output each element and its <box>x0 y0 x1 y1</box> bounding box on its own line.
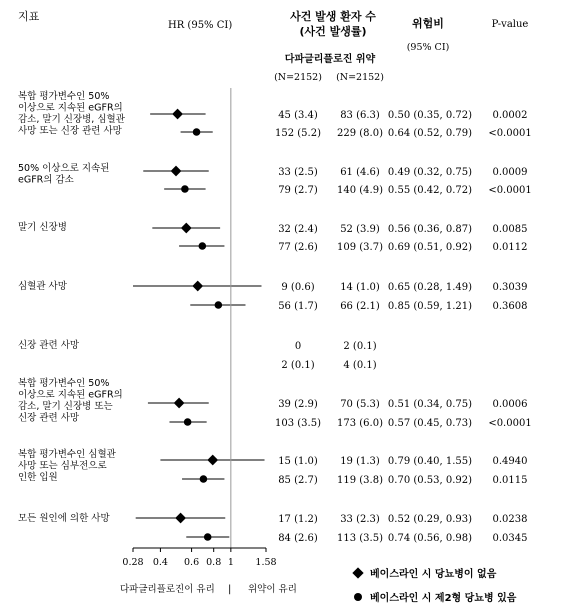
group-label-line: 심혈관 사망 <box>18 281 67 292</box>
p-value: 0.0112 <box>492 242 528 253</box>
placebo-count: 61 (4.6) <box>340 167 380 178</box>
placebo-count: 66 (2.1) <box>340 301 380 312</box>
hr-value: 0.74 (0.56, 0.98) <box>387 533 473 544</box>
dapa-count: 77 (2.6) <box>278 242 318 253</box>
forest-group <box>18 162 532 196</box>
header-hr-ci: HR (95% CI) <box>168 20 233 31</box>
x-axis <box>122 88 276 568</box>
hr-circle-marker <box>193 128 201 136</box>
header-dapa-label: 다파글리플로진 위약 <box>284 54 376 65</box>
hr-diamond-marker <box>192 281 203 292</box>
placebo-count: 14 (1.0) <box>340 282 380 293</box>
dapa-count: 2 (0.1) <box>281 360 315 371</box>
hr-value: 0.57 (0.45, 0.73) <box>387 418 473 429</box>
hr-value: 0.69 (0.51, 0.92) <box>387 242 473 253</box>
dapa-count: 39 (2.9) <box>278 399 318 410</box>
forest-group <box>18 90 532 139</box>
group-label-line: 신장 관련 사망 <box>18 412 80 424</box>
placebo-count: 52 (3.9) <box>340 224 380 235</box>
forest-group <box>18 339 377 371</box>
dapa-count: 45 (3.4) <box>278 110 318 121</box>
legend-circle-label: 베이스라인 시 제2형 당뇨병 있음 <box>370 593 517 604</box>
forest-group <box>18 280 528 312</box>
hr-circle-marker <box>199 242 207 250</box>
header-n-dapa: (N=2152) <box>274 72 322 83</box>
hr-value: 0.55 (0.42, 0.72) <box>387 185 473 196</box>
legend-circle-marker <box>354 593 362 601</box>
hr-value: 0.56 (0.36, 0.87) <box>387 224 473 235</box>
header-n-placebo: (N=2152) <box>336 72 384 83</box>
placebo-count: 140 (4.9) <box>337 185 383 196</box>
x-tick-label: 1 <box>227 557 234 568</box>
dapa-count: 17 (1.2) <box>278 514 318 525</box>
favors-placebo-label: 위약이 유리 <box>248 584 297 595</box>
dapa-count: 33 (2.5) <box>278 167 318 178</box>
group-label-line: 사망 또는 신장 관련 사망 <box>18 125 122 137</box>
group-label-line: eGFR의 감소 <box>18 174 74 186</box>
placebo-count: 19 (1.3) <box>340 456 380 467</box>
p-value: 0.4940 <box>492 456 528 467</box>
dapa-count: 56 (1.7) <box>278 301 318 312</box>
dapa-count: 79 (2.7) <box>278 185 318 196</box>
hr-value: 0.70 (0.53, 0.92) <box>387 475 473 486</box>
p-value: <0.0001 <box>488 128 532 139</box>
group-label-line: 인한 입원 <box>18 472 58 483</box>
hr-circle-marker <box>200 475 208 483</box>
axis-divider: | <box>228 584 232 595</box>
group-label-line: 신장 관련 사망 <box>18 340 80 351</box>
legend <box>352 567 516 604</box>
forest-rows <box>18 90 532 544</box>
p-value: 0.3039 <box>492 282 528 293</box>
placebo-count: 33 (2.3) <box>340 514 380 525</box>
hr-diamond-marker <box>207 455 218 466</box>
dapa-count: 9 (0.6) <box>281 282 315 293</box>
placebo-count: 4 (0.1) <box>343 360 377 371</box>
hr-value: 0.79 (0.40, 1.55) <box>387 456 473 467</box>
p-value: 0.0002 <box>492 110 528 121</box>
x-tick-label: 0.8 <box>206 557 222 568</box>
group-label-line: 복합 평가변수인 50% <box>18 91 110 102</box>
group-label-line: 복합 평가변수인 50% <box>18 378 110 389</box>
hr-circle-marker <box>215 301 223 309</box>
placebo-count: 70 (5.3) <box>340 399 380 410</box>
placebo-count: 109 (3.7) <box>337 242 383 253</box>
p-value: 0.0009 <box>492 167 528 178</box>
hr-diamond-marker <box>171 166 182 177</box>
header-events-title-1: 사건 발생 환자 수 <box>290 10 376 23</box>
p-value: <0.0001 <box>488 418 532 429</box>
hr-diamond-marker <box>172 109 183 120</box>
x-tick-label: 0.4 <box>152 557 168 568</box>
group-label-line: 50% 이상으로 지속된 <box>18 163 110 174</box>
header-pvalue: P-value <box>491 19 529 30</box>
group-label-line: 감소, 말기 신장병, 심혈관 <box>18 114 125 125</box>
group-label-line: 모든 원인에 의한 사망 <box>18 513 110 524</box>
group-label-line: 사망 또는 심부전으로 <box>18 460 107 472</box>
dapa-count: 152 (5.2) <box>275 128 321 139</box>
placebo-count: 83 (6.3) <box>340 110 380 121</box>
p-value: 0.0006 <box>492 399 528 410</box>
hr-value: 0.52 (0.29, 0.93) <box>387 514 473 525</box>
dapa-count: 103 (3.5) <box>275 418 321 429</box>
header-risk-title: 위험비 <box>412 17 444 30</box>
group-label-line: 말기 신장병 <box>18 222 67 233</box>
x-tick-label: 1.58 <box>255 557 277 568</box>
dapa-count: 32 (2.4) <box>278 224 318 235</box>
legend-diamond-label: 베이스라인 시 당뇨병이 없음 <box>370 569 497 580</box>
placebo-count: 229 (8.0) <box>337 128 383 139</box>
dapa-count: 15 (1.0) <box>278 456 318 467</box>
placebo-count: 113 (3.5) <box>337 533 383 544</box>
hr-diamond-marker <box>181 223 192 234</box>
hr-diamond-marker <box>174 398 185 409</box>
hr-circle-marker <box>204 533 212 541</box>
hr-value: 0.85 (0.59, 1.21) <box>387 301 473 312</box>
group-label-line: 감소, 말기 신장병 또는 <box>18 401 113 412</box>
dapa-count: 84 (2.6) <box>278 533 318 544</box>
p-value: 0.0345 <box>492 533 528 544</box>
group-label-line: 이상으로 지속된 eGFR의 <box>18 102 123 114</box>
header-indicator: 지표 <box>18 10 40 23</box>
p-value: <0.0001 <box>488 185 532 196</box>
forest-group <box>18 221 528 253</box>
group-label-line: 이상으로 지속된 eGFR의 <box>18 389 123 401</box>
group-label-line: 복합 평가변수인 심혈관 <box>18 449 116 460</box>
x-tick-label: 0.28 <box>122 557 144 568</box>
p-value: 0.3608 <box>492 301 528 312</box>
forest-group <box>18 377 532 429</box>
hr-value: 0.65 (0.28, 1.49) <box>387 282 473 293</box>
placebo-count: 2 (0.1) <box>343 341 377 352</box>
hr-diamond-marker <box>175 513 186 524</box>
p-value: 0.0238 <box>492 514 528 525</box>
placebo-count: 173 (6.0) <box>337 418 383 429</box>
dapa-count: 0 <box>294 341 302 352</box>
hr-value: 0.64 (0.52, 0.79) <box>387 128 473 139</box>
p-value: 0.0115 <box>492 475 528 486</box>
dapa-count: 85 (2.7) <box>278 475 318 486</box>
hr-value: 0.49 (0.32, 0.75) <box>387 167 473 178</box>
hr-value: 0.51 (0.34, 0.75) <box>387 399 473 410</box>
p-value: 0.0085 <box>492 224 528 235</box>
hr-circle-marker <box>184 418 192 426</box>
x-tick-label: 0.6 <box>184 557 200 568</box>
legend-diamond-marker <box>352 567 363 578</box>
favors-dapa-label: 다파글리플로진이 유리 <box>120 584 215 595</box>
header-events-title-2: (사건 발생률) <box>299 25 367 38</box>
forest-group <box>18 512 528 544</box>
hr-value: 0.50 (0.35, 0.72) <box>387 110 473 121</box>
forest-group <box>18 448 528 486</box>
hr-circle-marker <box>181 185 189 193</box>
placebo-count: 119 (3.8) <box>337 475 383 486</box>
header-risk-ci: (95% CI) <box>406 42 450 53</box>
